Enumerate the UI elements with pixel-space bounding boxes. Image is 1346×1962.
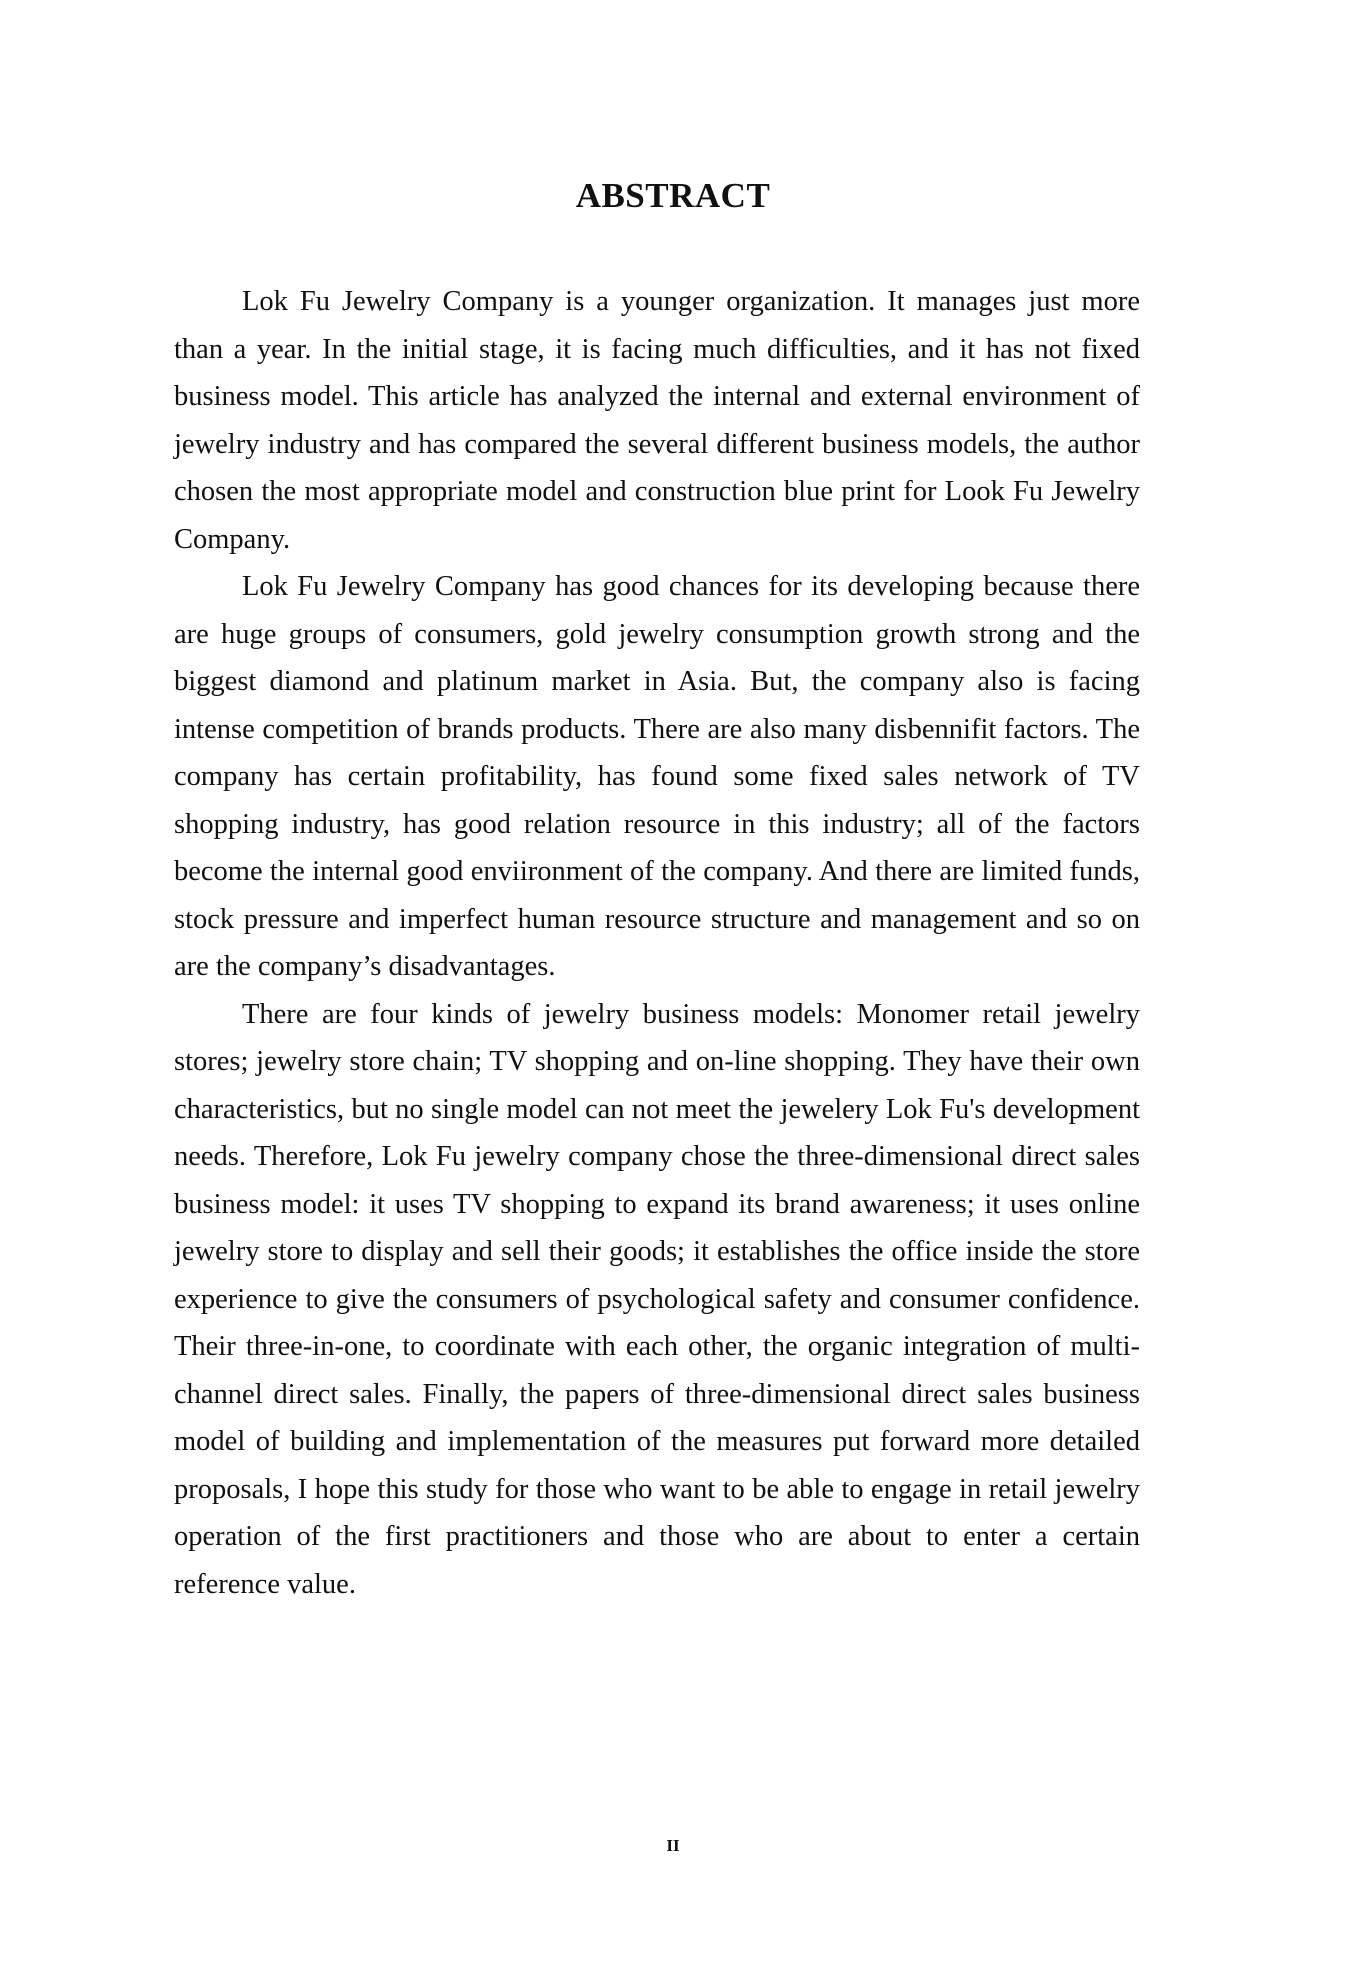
abstract-paragraph-3: There are four kinds of jewelry business models: Monomer retail jewelry stores; jewelry store chain; TV shopping and on-line shopping. They have their own characteristics, but no single model can not meet the jewelery Lok Fu's development needs. Therefore, Lok Fu jewelry company chose the three-dimensional direct sales business model: it uses TV shopping to expand its brand awareness; it uses online jewelry store to display and sell their goods; it establishes the office inside the store experience to give the consumers of psychological safety and consumer confidence. Their three-in-one, to coordinate with each other, the organic integration of multi-channel direct sales. Finally, the papers of three-dimensional direct sales business model of building and implementation of the measures put forward more detailed proposals, I hope this study for those who want to be able to engage in retail jewelry operation of the first practitioners and those who are about to enter a certain reference value.	[174, 998, 1140, 1600]
abstract-body	[174, 278, 1140, 1608]
abstract-title: ABSTRACT	[575, 176, 771, 215]
abstract-paragraph-1: Lok Fu Jewelry Company is a younger organization. It manages just more than a year. In the initial stage, it is facing much difficulties, and it has not fixed business model. This article has analyzed the internal and external environment of jewelry industry and has compared the several different business models, the author chosen the most appropriate model and construction blue print for Look Fu Jewelry Company.	[174, 286, 1140, 555]
page-number: II	[666, 1836, 680, 1855]
abstract-paragraph-2: Lok Fu Jewelry Company has good chances for its developing because there are huge groups of consumers, gold jewelry consumption growth strong and the biggest diamond and platinum market in Asia. But, the company also is facing intense competition of brands products. There are also many disbennifit factors. The company has certain profitability, has found some fixed sales network of TV shopping industry, has good relation resource in this industry; all of the factors become the internal good enviironment of the company. And there are limited funds, stock pressure and imperfect human resource structure and management and so on are the company’s disadvantages.	[174, 571, 1140, 982]
